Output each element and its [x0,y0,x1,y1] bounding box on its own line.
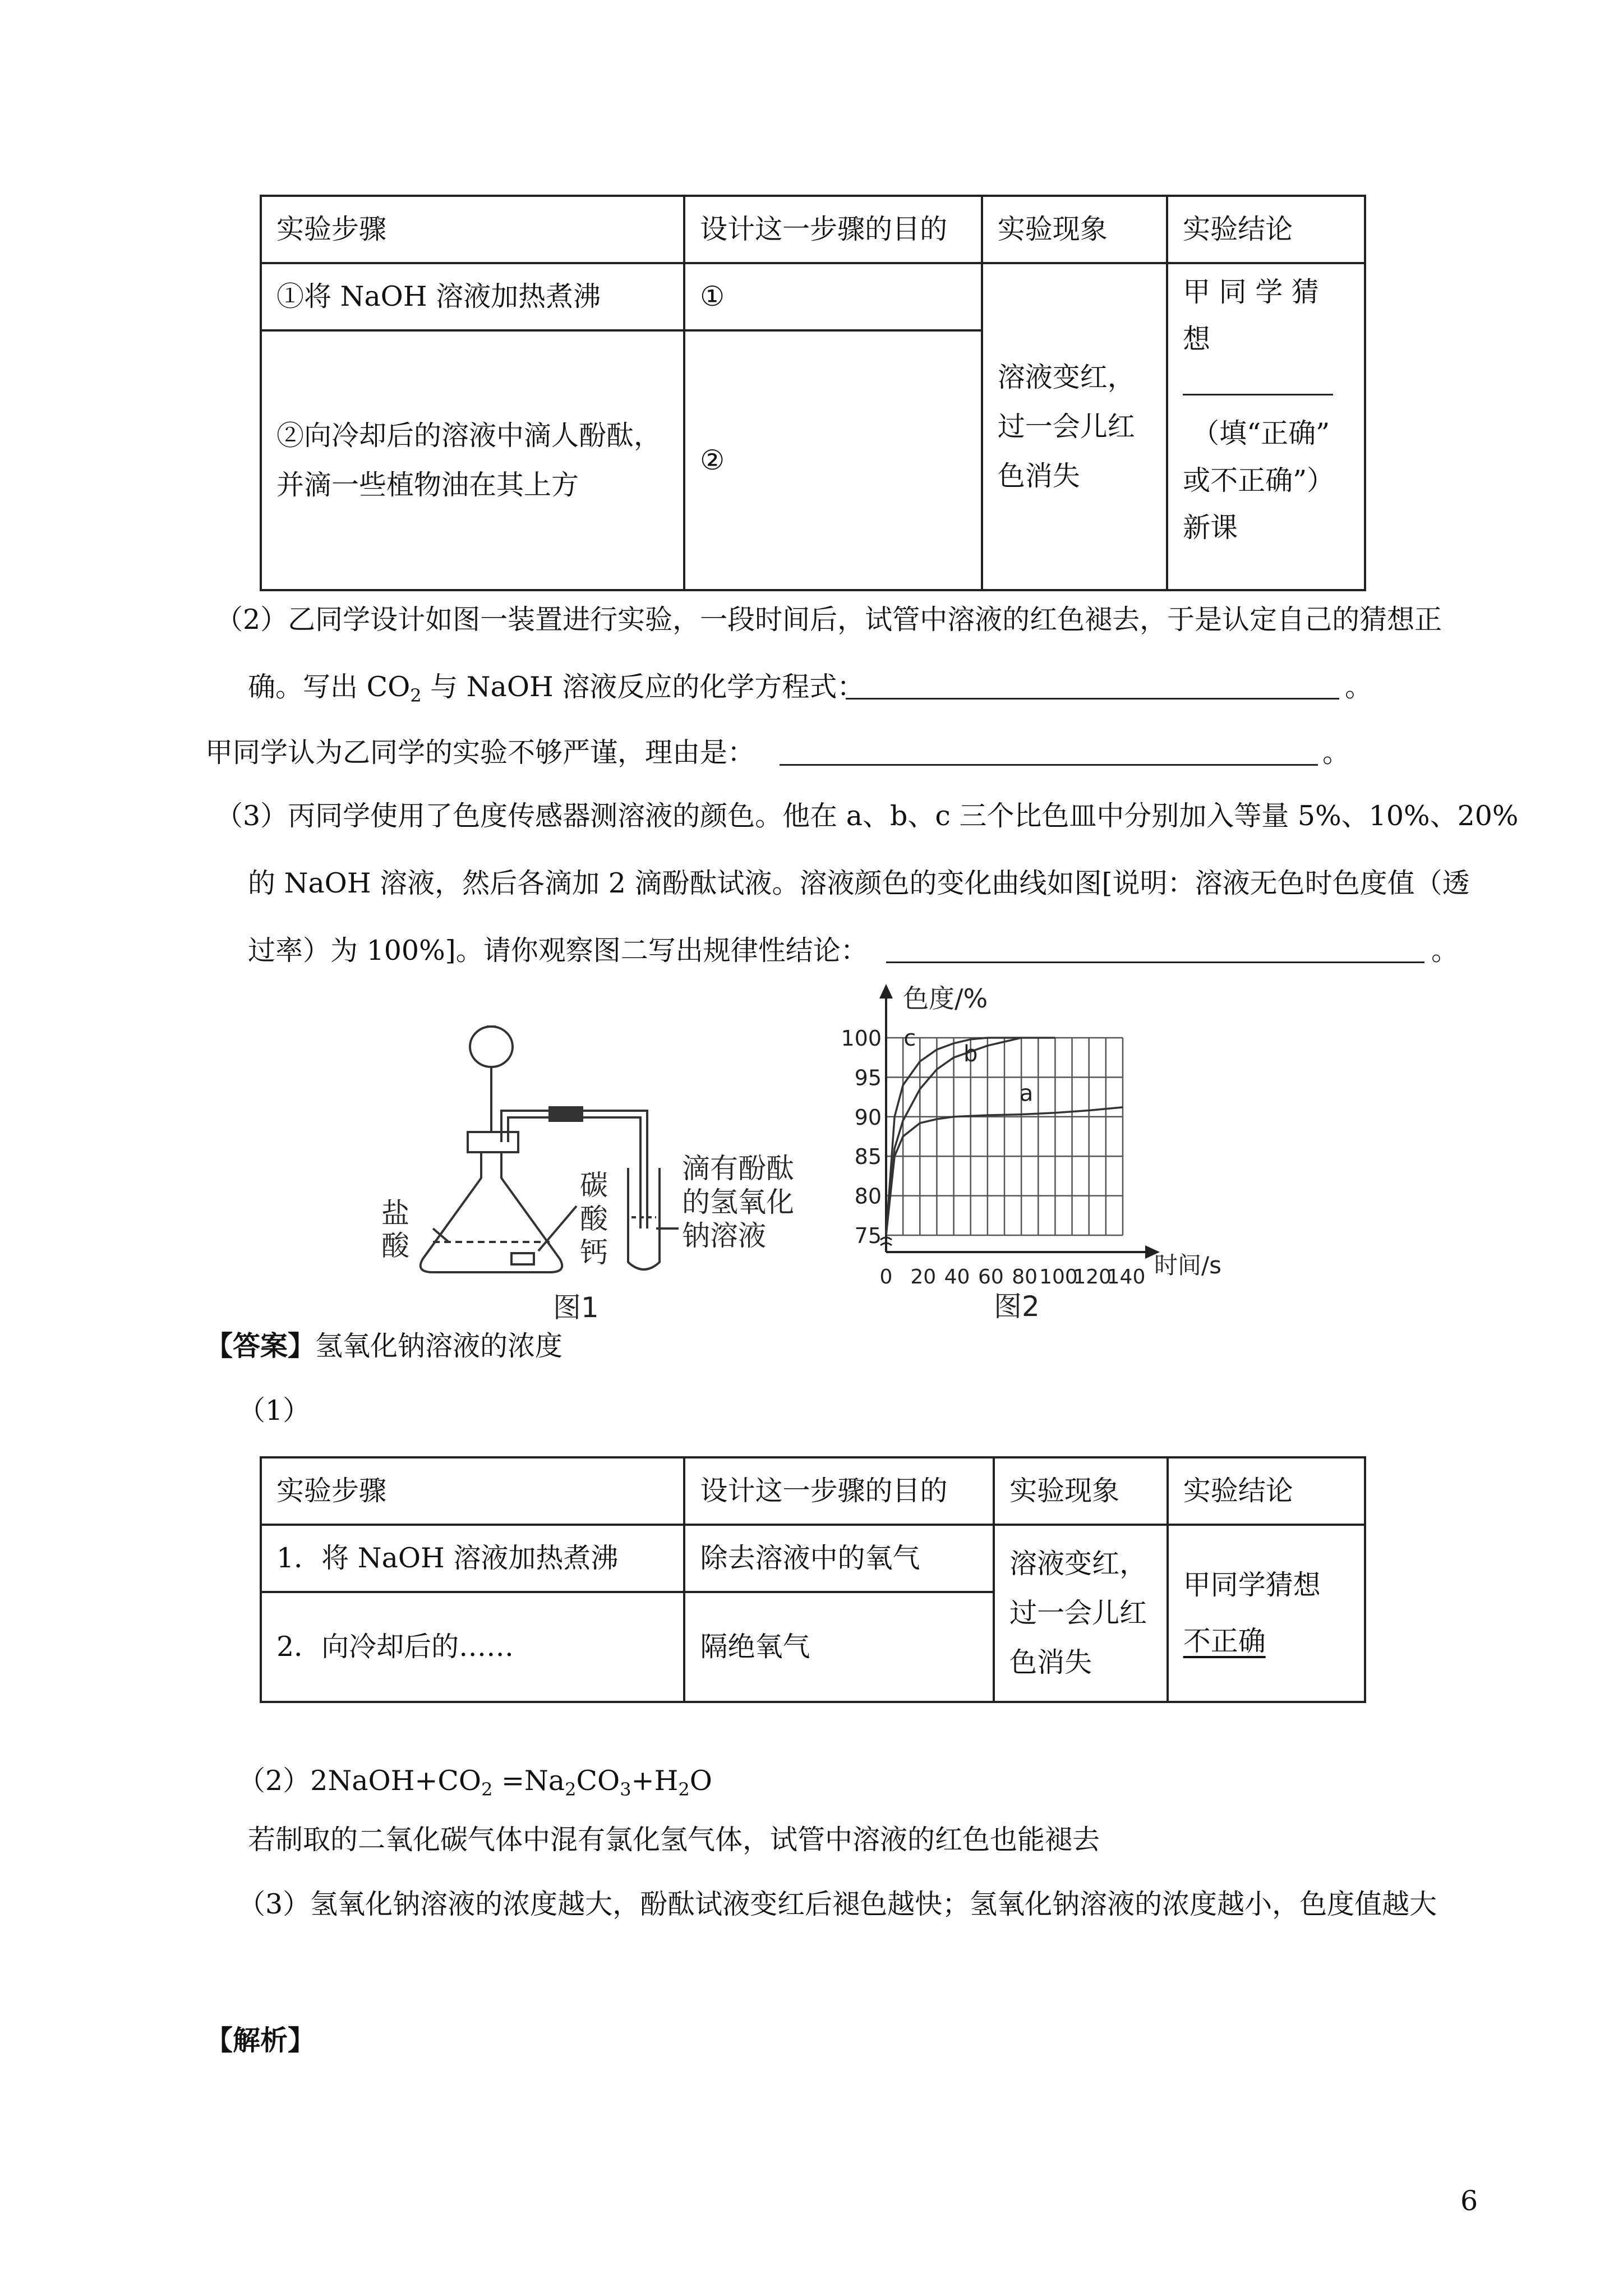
phenomenon-line: 溶液变红， [1009,1548,1147,1580]
conclusion-line: 或不正确”） [1183,464,1335,496]
row2-step-line: 并滴一些植物油在其上方 [276,468,579,501]
x-tick-label: 140 [1106,1266,1146,1289]
q3-line1: （3）丙同学使用了色度传感器测溶液的颜色。他在 a、b、c 三个比色皿中分别加入等量 5%、10%、20% [215,800,1519,832]
x-tick-label: 0 [879,1266,893,1289]
label-solution-1: 滴有酚酞 [682,1152,794,1185]
period: 。 [1322,737,1350,769]
answer-part2-equation [238,1764,712,1798]
y-tick-label: 95 [854,1065,882,1091]
subscript: 2 [678,1779,690,1800]
label-solution-2: 的氢氧化 [682,1186,794,1218]
series-label-b: b [963,1041,978,1068]
row2-step-line: ②向冷却后的溶液中滴人酚酞， [276,419,662,452]
subscript: 2 [481,1779,493,1800]
phenomenon-line: 过一会儿红 [1009,1597,1147,1629]
subscript: 2 [410,685,422,706]
x-tick-label: 120 [1073,1266,1112,1289]
analysis-heading: 【解析】 [205,2024,316,2056]
header-conclusion: 实验结论 [1167,196,1365,263]
header-purpose: 设计这一步骤的目的 [684,196,982,263]
chart-grid [886,1038,1123,1235]
x-tick-label: 80 [1012,1266,1038,1289]
header-phenomenon: 实验现象 [982,196,1167,263]
y-tick-label: 100 [841,1026,882,1051]
label-caco3-2: 酸 [580,1203,608,1235]
y-tick-label: 80 [854,1184,882,1209]
label-solution-3: 钠溶液 [682,1220,766,1252]
answer-part3: （3）氢氧化钠溶液的浓度越大，酚酞试液变红后褪色越快；氢氧化钠溶液的浓度越小，色度值越大 [238,1888,1437,1920]
conclusion-answer: 不正确 [1183,1625,1266,1657]
conclusion-line: 新课 [1183,512,1238,544]
header-phenomenon: 实验现象 [994,1457,1168,1525]
phenomenon-line: 过一会儿红 [997,410,1135,443]
experiment-table [260,195,1366,591]
header-step: 实验步骤 [261,1457,684,1525]
answer-phenomenon-cell [994,1525,1168,1702]
answer-table [260,1456,1366,1703]
header-step: 实验步骤 [261,196,684,263]
series-label-c: c [903,1025,916,1052]
answer-part1: （1） [238,1395,311,1427]
row2-step [261,330,684,590]
answer-line [205,1329,562,1363]
period: 。 [1345,671,1373,703]
phenomenon-cell [982,263,1167,590]
answer-conclusion-cell [1168,1525,1365,1702]
row2-purpose-blank: ② [684,330,982,590]
answer-heading-text: 氢氧化钠溶液的浓度 [315,1330,563,1362]
header-purpose: 设计这一步骤的目的 [684,1457,994,1525]
q2-line2-text: 与 NaOH 溶液反应的化学方程式： [421,671,865,703]
x-tick-label: 100 [1039,1266,1078,1289]
conclusion-blank [1183,363,1349,410]
conclusion-line: 甲同学猜想 [1183,1569,1321,1601]
figure1-caption: 图1 [553,1291,599,1324]
phenomenon-line: 色消失 [997,459,1080,492]
conclusion-line: （填“正确” [1192,417,1330,449]
x-tick-label: 60 [978,1266,1004,1289]
answer-heading: 【答案】 [205,1329,316,1362]
label-acid-1: 盐 [381,1197,409,1230]
answer-blank-equation [846,698,1339,700]
q2-line2 [248,670,864,704]
series-label-a: a [1019,1080,1034,1107]
answer-row1-purpose: 除去溶液中的氧气 [684,1525,994,1592]
q3-line3: 过率）为 100%]。请你观察图二写出规律性结论： [248,935,868,967]
label-caco3-3: 钙 [580,1236,608,1269]
page-number: 6 [1460,2185,1478,2217]
label-acid-2: 酸 [381,1230,409,1262]
y-axis-arrow [879,984,893,999]
label-caco3-1: 碳 [580,1169,608,1202]
answer-row1-step: 1．将 NaOH 溶液加热煮沸 [261,1525,684,1592]
y-tick-label: 75 [854,1223,882,1248]
q2-line2-text: 确。写出 CO [248,671,411,703]
y-axis-label: 色度/% [903,983,988,1014]
answer-blank-reason [780,764,1318,766]
y-tick-label: 90 [854,1105,882,1130]
eq-text: CO [576,1765,620,1797]
period: 。 [1431,935,1459,967]
figure1-apparatus [381,993,796,1329]
conclusion-line: 甲 同 学 猜 想 [1183,276,1319,355]
q2-line1: （2）乙同学设计如图一装置进行实验，一段时间后，试管中溶液的红色褪去，于是认定自己的猜想正 [215,604,1442,636]
eq-text: （2）2NaOH+CO [238,1765,482,1797]
figure2-caption: 图2 [994,1290,1040,1323]
y-tick-label: 85 [854,1144,882,1170]
figure2-chart [836,976,1251,1329]
conclusion-cell [1167,263,1365,590]
phenomenon-line: 溶液变红， [997,361,1135,393]
x-tick-label: 40 [944,1266,970,1289]
chart-axes [879,984,1160,1259]
subscript: 3 [620,1779,631,1800]
answer-row2-purpose: 隔绝氧气 [684,1592,994,1702]
row1-purpose-blank: ① [684,263,982,330]
x-tick-label: 20 [910,1266,937,1289]
subscript: 2 [565,1779,577,1800]
q3-line2: 的 NaOH 溶液，然后各滴加 2 滴酚酞试液。溶液颜色的变化曲线如图[说明：溶液无色时色度值（透 [248,867,1470,899]
x-axis-label: 时间/s [1154,1251,1222,1279]
header-conclusion: 实验结论 [1168,1457,1365,1525]
phenomenon-line: 色消失 [1009,1646,1092,1678]
row1-step: ①将 NaOH 溶液加热煮沸 [261,263,684,330]
answer-blank-conclusion [886,961,1424,963]
eq-text: +H [631,1765,679,1797]
answer-part2-reason: 若制取的二氧化碳气体中混有氯化氢气体，试管中溶液的红色也能褪去 [248,1824,1100,1856]
answer-row2-step: 2．向冷却后的…… [261,1592,684,1702]
eq-text: O [689,1765,712,1797]
q2-line3: 甲同学认为乙同学的实验不够严谨，理由是： [205,737,755,769]
eq-text: =Na [492,1765,565,1797]
